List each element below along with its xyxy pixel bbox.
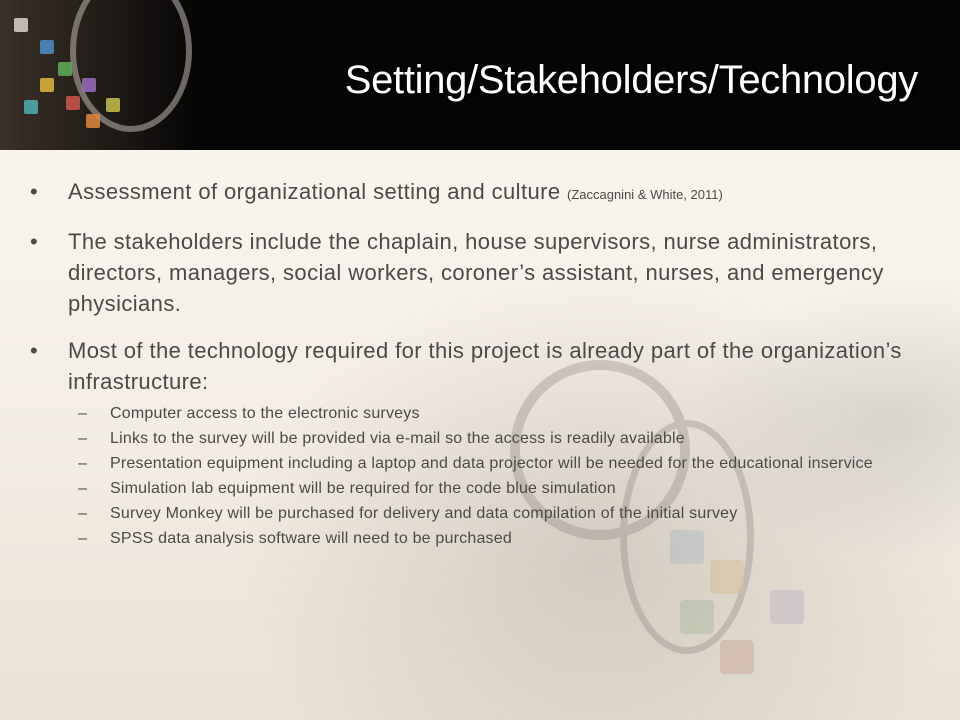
dash-marker: – [78, 430, 88, 447]
sub-item-text: Survey Monkey will be purchased for delivery and data compilation of the initial survey [110, 505, 738, 522]
bullet-text: Most of the technology required for this project is already part of the organization’s infrastructure: [68, 338, 902, 394]
bullet-marker: • [30, 229, 39, 254]
dash-marker: – [78, 480, 88, 497]
sub-item-text: SPSS data analysis software will need to be purchased [110, 530, 512, 547]
title-bar [0, 0, 960, 150]
sub-item [68, 403, 930, 424]
citation: (Zaccagnini & White, 2011) [566, 187, 723, 202]
sub-item [68, 428, 930, 449]
dash-marker: – [78, 405, 88, 422]
header-stethoscope-image [0, 0, 200, 150]
sub-item-text: Computer access to the electronic surveys [110, 405, 420, 422]
sub-item-text: Links to the survey will be provided via e-mail so the access is readily available [110, 430, 685, 447]
dash-marker: – [78, 505, 88, 522]
bullet-stakeholders [30, 226, 930, 319]
technology-sub-list [68, 403, 930, 549]
bullet-text: Assessment of organizational setting and culture [68, 179, 567, 204]
sub-item [68, 453, 930, 474]
sub-item [68, 478, 930, 499]
sub-item [68, 503, 930, 524]
bullet-assessment [30, 176, 930, 210]
bullet-marker: • [30, 338, 39, 363]
slide-body [30, 176, 930, 565]
sub-item-text: Presentation equipment including a laptop and data projector will be needed for the educational inservice [110, 455, 873, 472]
bullet-technology [30, 335, 930, 549]
bullet-list [30, 176, 930, 549]
bullet-text: The stakeholders include the chaplain, house supervisors, nurse administrators, directors, managers, social workers, coroner’s assistant, nurses, and emergency physicians. [68, 229, 884, 316]
dash-marker: – [78, 530, 88, 547]
bullet-marker: • [30, 179, 39, 204]
dash-marker: – [78, 455, 88, 472]
sub-item-text: Simulation lab equipment will be required for the code blue simulation [110, 480, 616, 497]
slide-title: Setting/Stakeholders/Technology [344, 58, 918, 102]
sub-item [68, 528, 930, 549]
